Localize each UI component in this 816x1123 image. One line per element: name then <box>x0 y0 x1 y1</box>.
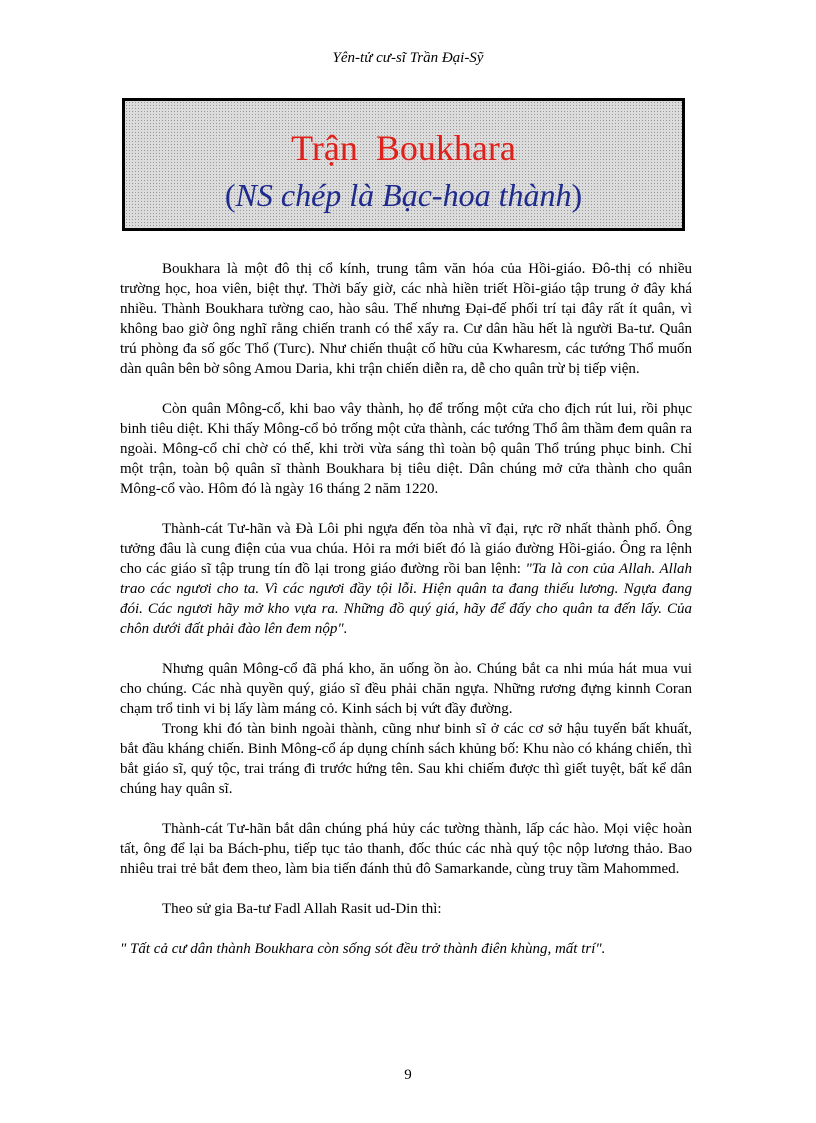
paragraph-3-text: Thành-cát Tư-hãn và Đà Lôi phi ngựa đến tòa nhà vĩ đại, rực rỡ nhất thành phố. Ông tưởng đâu là cung điện của vua chúa. Hỏi ra mới biết đó là giáo đường Hồi-giáo. Ông ra lệnh cho các giáo sĩ tập trung tín đồ lại trong giáo đường rồi ban lệnh: <box>120 521 692 577</box>
body-text <box>120 259 692 959</box>
subtitle-text: NS chép là Bạc-hoa thành <box>235 177 572 213</box>
chapter-title: Trận Boukhara <box>291 128 516 168</box>
chapter-title-box <box>122 98 685 231</box>
subtitle-close-paren: ) <box>571 177 583 213</box>
page-number: 9 <box>404 1067 412 1083</box>
genghis-quote: "Ta là con của Allah. Allah trao các ngươi cho ta. Vì các ngươi đầy tội lỗi. Hiện quân ta đang thiếu lương. Ngựa đang đói. Các ngươi hãy mở kho vựa ra. Những đồ quý giá, hãy để đấy cho quân ta đến lấy. Của chôn dưới đất phải đào lên đem nộp". <box>120 561 693 637</box>
paragraph-4: Nhưng quân Mông-cổ đã phá kho, ăn uống ồn ào. Chúng bắt ca nhi múa hát mua vui cho chúng. Các nhà quyền quý, giáo sĩ đều phải chăn ngựa. Những rương đựng kinnh Coran chạm trổ tinh vi bị lấy làm máng cỏ. Kinh sách bị vứt đầy đường. <box>120 661 692 717</box>
paragraph-1: Boukhara là một đô thị cổ kính, trung tâm văn hóa của Hồi-giáo. Đô-thị có nhiều trường học, hoa viên, biệt thự. Thời bấy giờ, các nhà hiền triết Hồi-giáo tập trung ở đây khá nhiều. Thành Boukhara tường cao, hào sâu. Thế nhưng Đại-đế phối trí tại đây rất ít quân, vì không bao giờ ông nghĩ rằng chiến tranh có thể xẩy ra. Cư dân hầu hết là người Ba-tư. Quân trú phòng đa số gốc Thổ (Turc). Như chiến thuật cố hữu của Kwharesm, các tướng Thổ muốn dàn quân bên bờ sông Amou Daria, khi trận chiến diễn ra, dễ cho quân trừ bị tiếp viện. <box>120 261 692 377</box>
paragraph-6: Thành-cát Tư-hãn bắt dân chúng phá hủy các tường thành, lấp các hào. Mọi việc hoàn tất, ông để lại ba Bách-phu, tiếp tục tảo thanh, đốc thúc các nhà quý tộc nộp lương thảo. Bao nhiêu trai trẻ bắt đem theo, làm bia tiến đánh thủ đô Samarkande, cùng truy tầm Mahommed. <box>120 821 692 877</box>
chapter-subtitle <box>125 177 682 214</box>
historian-quote: " Tất cả cư dân thành Boukhara còn sống sót đều trở thành điên khùng, mất trí". <box>120 941 606 957</box>
running-header: Yên-tử cư-sĩ Trần Đại-Sỹ <box>332 50 484 66</box>
paragraph-3 <box>120 519 692 639</box>
subtitle-open-paren: ( <box>224 177 236 213</box>
paragraph-7: Theo sử gia Ba-tư Fadl Allah Rasit ud-Din thì: <box>162 901 442 917</box>
paragraph-5: Trong khi đó tàn binh ngoài thành, cũng như binh sĩ ở các cơ sở hậu tuyến bất khuất, bắt đầu kháng chiến. Binh Mông-cổ áp dụng chính sách khủng bố: Khu nào có kháng chiến, thì bắt giáo sĩ, quý tộc, trai tráng đi trước hứng tên. Sau khi chiếm được thì giết tuyệt, bất kể dân chúng hay quân sĩ. <box>120 721 692 797</box>
paragraph-2: Còn quân Mông-cổ, khi bao vây thành, họ để trống một cửa cho địch rút lui, rồi phục binh tiêu diệt. Khi thấy Mông-cổ bỏ trống một cửa thành, các tướng Thổ âm thầm đem quân ra ngoài. Mông-cổ chỉ chờ có thế, khi trời vừa sáng thì toàn bộ quân Thổ trúng phục binh. Chỉ một trận, toàn bộ quân sĩ thành Boukhara bị tiêu diệt. Dân chúng mở cửa thành cho quân Mông-cổ vào. Hôm đó là ngày 16 tháng 2 năm 1220. <box>120 401 692 497</box>
